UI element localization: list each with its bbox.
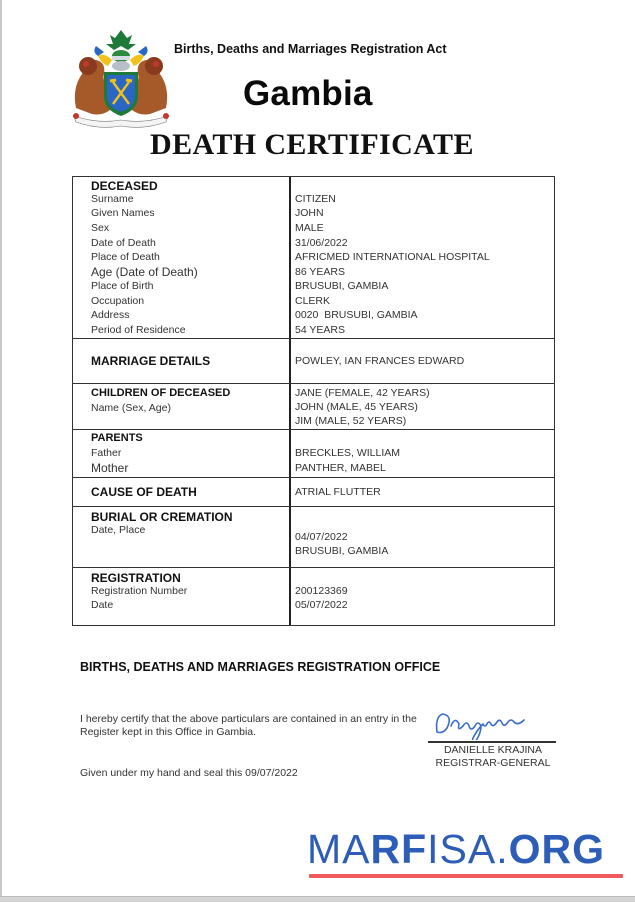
field-label: Surname: [91, 193, 134, 205]
section-heading: CHILDREN OF DECEASED: [91, 387, 231, 399]
field-label: Date of Death: [91, 237, 156, 249]
watermark-part: ISA.: [427, 826, 509, 872]
field-label: Age (Date of Death): [91, 265, 198, 279]
watermark-part: MA: [307, 826, 371, 872]
field-value: CLERK: [295, 295, 331, 307]
field-label: Name (Sex, Age): [91, 402, 171, 414]
field-value: JIM (MALE, 52 YEARS): [295, 415, 407, 427]
signature-line: [428, 741, 556, 743]
field-label: Father: [91, 447, 122, 459]
country-name: Gambia: [243, 74, 373, 113]
certification-text: I hereby certify that the above particulars are contained in an entry in the Register kept in this Office in Gambia.: [80, 713, 417, 738]
signatory: [420, 744, 566, 770]
field-value: BRUSUBI, GAMBIA: [295, 280, 389, 292]
document-title: DEATH CERTIFICATE: [150, 128, 474, 161]
field-value: CITIZEN: [295, 193, 336, 205]
field-value: BRUSUBI, GAMBIA: [295, 545, 389, 557]
field-value: POWLEY, IAN FRANCES EDWARD: [295, 355, 465, 367]
field-value: PANTHER, MABEL: [295, 462, 386, 474]
signatory-name: DANIELLE KRAJINA: [443, 744, 543, 756]
burial-section: [73, 506, 554, 567]
signatory-title: REGISTRAR-GENERAL: [435, 757, 551, 769]
deceased-section: [73, 177, 554, 339]
section-heading: REGISTRATION: [91, 571, 181, 585]
field-value: 200123369: [295, 585, 348, 597]
section-heading: BURIAL OR CREMATION: [91, 510, 233, 524]
section-heading: PARENTS: [91, 432, 143, 444]
field-label: Mother: [91, 461, 129, 475]
watermark-part: RF: [370, 826, 428, 872]
field-value: 86 YEARS: [295, 266, 346, 278]
office-heading: BIRTHS, DEATHS AND MARRIAGES REGISTRATION OFFICE: [80, 660, 441, 674]
field-label: Given Names: [91, 207, 155, 219]
certificate-table: [72, 176, 555, 626]
marriage-section: [73, 338, 554, 383]
field-value: 0020 BRUSUBI, GAMBIA: [295, 309, 418, 321]
gambia-coat-of-arms-icon: [68, 26, 174, 130]
watermark-logo: [307, 826, 605, 873]
field-label: Address: [91, 309, 130, 321]
field-label: Date: [91, 599, 114, 611]
field-value: JANE (FEMALE, 42 YEARS): [295, 387, 430, 399]
field-label: Occupation: [91, 295, 145, 307]
field-value: ATRIAL FLUTTER: [295, 486, 381, 498]
field-value: MALE: [295, 222, 324, 234]
section-heading: DECEASED: [91, 179, 158, 193]
field-value: 05/07/2022: [295, 599, 348, 611]
field-value: BRECKLES, WILLIAM: [295, 447, 401, 459]
field-label: Registration Number: [91, 585, 188, 597]
given-date-text: Given under my hand and seal this 09/07/2022: [80, 767, 298, 779]
field-value: 54 YEARS: [295, 324, 346, 336]
page-edge: [0, 0, 2, 901]
field-value: 04/07/2022: [295, 531, 348, 543]
field-label: Date, Place: [91, 524, 146, 536]
field-label: Place of Birth: [91, 280, 154, 292]
field-value: AFRICMED INTERNATIONAL HOSPITAL: [295, 251, 490, 263]
section-heading: CAUSE OF DEATH: [91, 485, 197, 499]
field-label: Sex: [91, 222, 110, 234]
field-value: JOHN: [295, 207, 324, 219]
section-heading: MARRIAGE DETAILS: [91, 354, 211, 368]
field-label: Period of Residence: [91, 324, 186, 336]
watermark-part: ORG: [508, 826, 606, 872]
parents-section: [73, 429, 554, 477]
registration-section: [73, 567, 554, 625]
page-edge: [0, 896, 635, 902]
cause-section: [73, 477, 554, 506]
children-section: [73, 383, 554, 429]
watermark-underline: [309, 874, 623, 878]
field-value: 31/06/2022: [295, 237, 348, 249]
signature-icon: [425, 704, 557, 740]
field-label: Place of Death: [91, 251, 160, 263]
act-title: Births, Deaths and Marriages Registration Act: [174, 42, 447, 56]
field-value: JOHN (MALE, 45 YEARS): [295, 401, 418, 413]
